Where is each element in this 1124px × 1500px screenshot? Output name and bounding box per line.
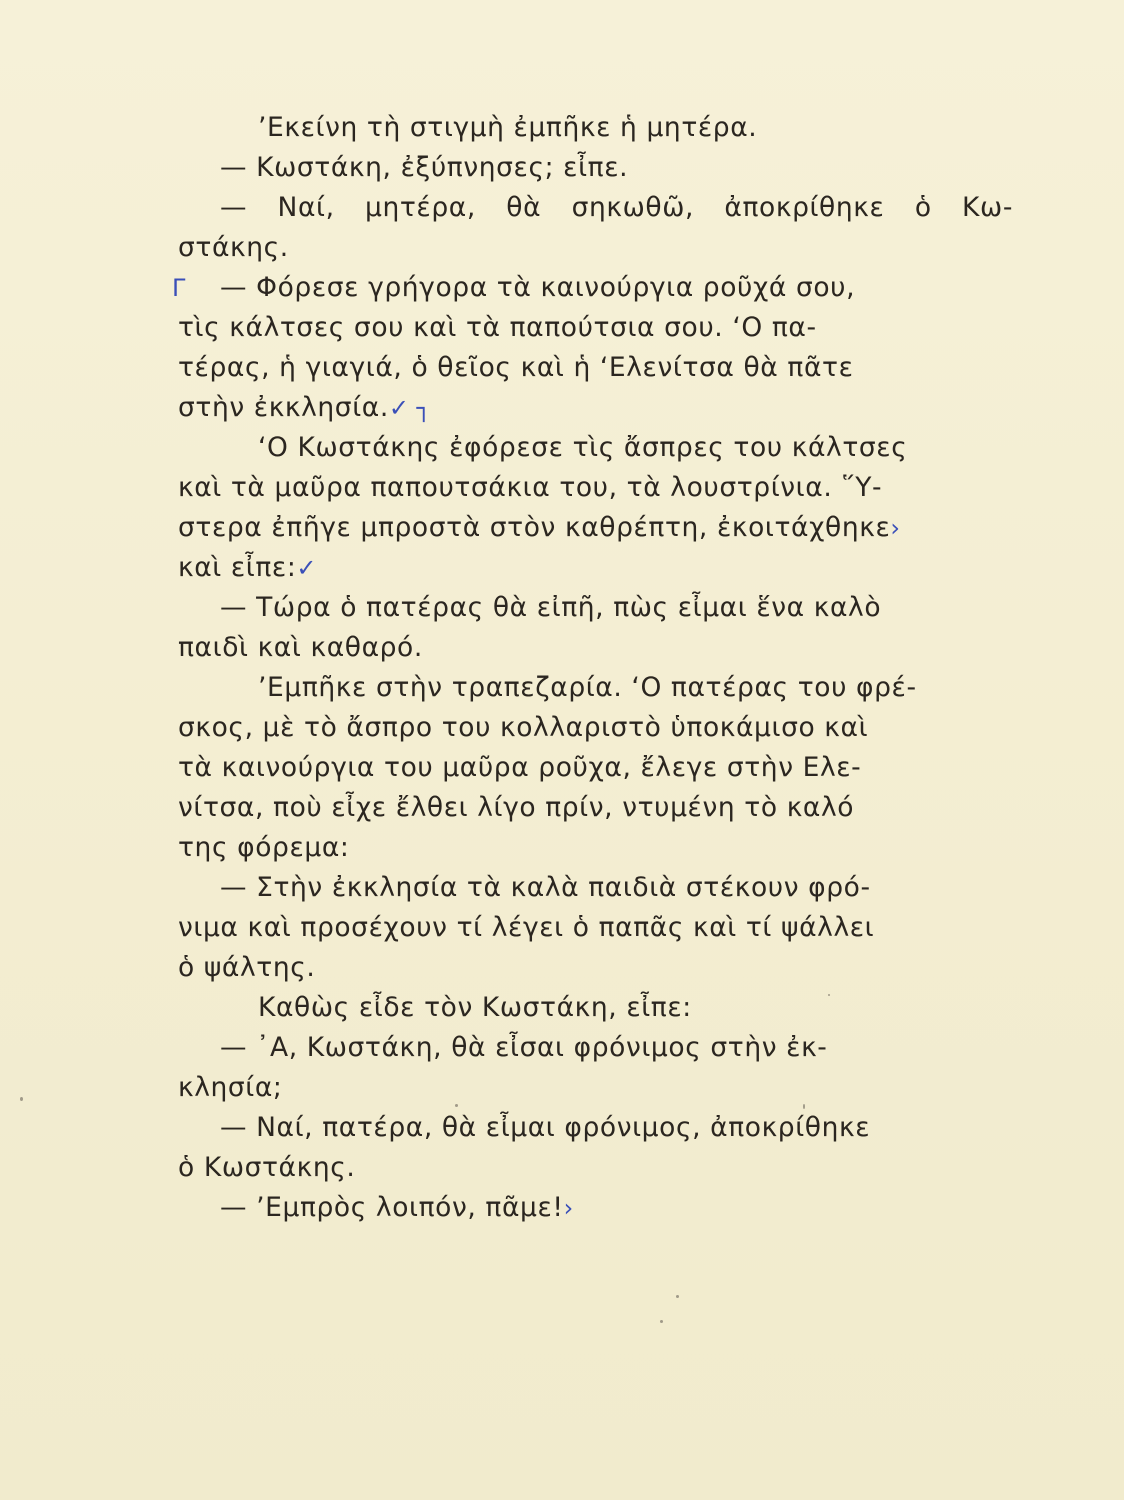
text-line bbox=[178, 1028, 1028, 1068]
text-line bbox=[178, 188, 1013, 228]
text-line bbox=[178, 1188, 1028, 1228]
paper-speck bbox=[676, 1295, 679, 1298]
line-text: στάκης. bbox=[178, 232, 289, 263]
check-annotation: ✓ bbox=[296, 554, 317, 582]
text-line bbox=[178, 348, 1028, 388]
line-text: νιμα καὶ προσέχουν τί λέγει ὁ παπᾶς καὶ τί ψάλλει bbox=[178, 912, 875, 943]
line-text: — Τώρα ὁ πατέρας θὰ εἰπῆ, πὼς εἶμαι ἕνα καλὸ bbox=[220, 592, 882, 623]
line-text: ’Εκείνη τὴ στιγμὴ ἐμπῆκε ἡ μητέρα. bbox=[258, 112, 758, 143]
text-line bbox=[178, 828, 1028, 868]
text-line bbox=[178, 1148, 1028, 1188]
text-line bbox=[178, 868, 1028, 908]
line-text: ὁ ψάλτης. bbox=[178, 952, 316, 983]
text-line bbox=[178, 508, 1028, 548]
text-line bbox=[178, 468, 1028, 508]
line-text: τὶς κάλτσες σου καὶ τὰ παπούτσια σου. ‘Ο πα- bbox=[178, 312, 817, 343]
paper-speck bbox=[20, 1097, 23, 1101]
line-text: τέρας, ἡ γιαγιά, ὁ θεῖος καὶ ἡ ‘Ελενίτσα θὰ πᾶτε bbox=[178, 352, 854, 383]
paper-speck bbox=[828, 994, 830, 996]
text-line bbox=[178, 708, 1028, 748]
check-annotation: ✓ ┐ bbox=[388, 394, 432, 422]
text-line bbox=[178, 948, 1028, 988]
text-line bbox=[178, 1108, 1028, 1148]
text-line bbox=[178, 548, 1028, 588]
text-line bbox=[178, 628, 1028, 668]
text-line bbox=[178, 108, 1028, 148]
line-text: κλησία; bbox=[178, 1072, 283, 1103]
text-line bbox=[178, 988, 1028, 1028]
line-text: της φόρεμα: bbox=[178, 832, 350, 863]
text-line bbox=[178, 1068, 1028, 1108]
line-text: — Ναί, μητέρα, θὰ σηκωθῶ, ἀποκρίθηκε ὁ Κω- bbox=[220, 192, 1013, 223]
text-line bbox=[178, 748, 1028, 788]
line-text: παιδὶ καὶ καθαρό. bbox=[178, 632, 423, 663]
text-line bbox=[178, 428, 1028, 468]
line-text: — Ναί, πατέρα, θὰ εἶμαι φρόνιμος, ἀποκρίθηκε bbox=[220, 1112, 871, 1143]
caret-annotation: › bbox=[563, 1194, 574, 1222]
line-text: — ’Εμπρὸς λοιπόν, πᾶμε! bbox=[220, 1192, 564, 1223]
line-text: καὶ τὰ μαῦρα παπουτσάκια του, τὰ λουστρίνια. ῞Υ- bbox=[178, 472, 883, 503]
text-line bbox=[178, 308, 1028, 348]
paper-speck bbox=[660, 1320, 663, 1323]
text-line bbox=[178, 388, 1028, 428]
line-text: στὴν ἐκκλησία. bbox=[178, 392, 389, 423]
text-line bbox=[178, 228, 1028, 268]
text-line bbox=[178, 668, 1028, 708]
line-text: — Κωστάκη, ἐξύπνησες; εἶπε. bbox=[220, 152, 629, 183]
text-line bbox=[178, 908, 1028, 948]
bracket-annotation: Γ bbox=[172, 274, 186, 302]
line-text: ‘Ο Κωστάκης ἐφόρεσε τὶς ἄσπρες του κάλτσες bbox=[258, 432, 908, 463]
line-text: Καθὼς εἶδε τὸν Κωστάκη, εἶπε: bbox=[258, 992, 692, 1023]
line-text: σκος, μὲ τὸ ἄσπρο του κολλαριστὸ ὑποκάμισο καὶ bbox=[178, 712, 869, 743]
text-line bbox=[178, 148, 1028, 188]
line-text: στερα ἐπῆγε μπροστὰ στὸν καθρέπτη, ἐκοιτάχθηκε bbox=[178, 512, 891, 543]
line-text: καὶ εἶπε: bbox=[178, 552, 297, 583]
line-text: τὰ καινούργια του μαῦρα ροῦχα, ἔλεγε στὴν Ελε- bbox=[178, 752, 862, 783]
text-line bbox=[178, 588, 1028, 628]
line-text: — ᾿Α, Κωστάκη, θὰ εἶσαι φρόνιμος στὴν ἐκ- bbox=[220, 1032, 828, 1063]
text-line bbox=[178, 788, 1028, 828]
line-text: ’Εμπῆκε στὴν τραπεζαρία. ‘Ο πατέρας του φρέ- bbox=[258, 672, 917, 703]
line-text: ὁ Κωστάκης. bbox=[178, 1152, 356, 1183]
line-text: νίτσα, ποὺ εἶχε ἔλθει λίγο πρίν, ντυμένη τὸ καλό bbox=[178, 792, 855, 823]
line-text: — Στὴν ἐκκλησία τὰ καλὰ παιδιὰ στέκουν φρό- bbox=[220, 872, 871, 903]
text-line bbox=[172, 268, 1028, 308]
paper-speck bbox=[455, 1104, 458, 1107]
caret-annotation: › bbox=[890, 514, 900, 542]
story-text bbox=[172, 108, 1028, 1228]
line-text: — Φόρεσε γρήγορα τὰ καινούργια ροῦχά σου, bbox=[220, 272, 856, 303]
paper-speck bbox=[803, 1104, 805, 1109]
